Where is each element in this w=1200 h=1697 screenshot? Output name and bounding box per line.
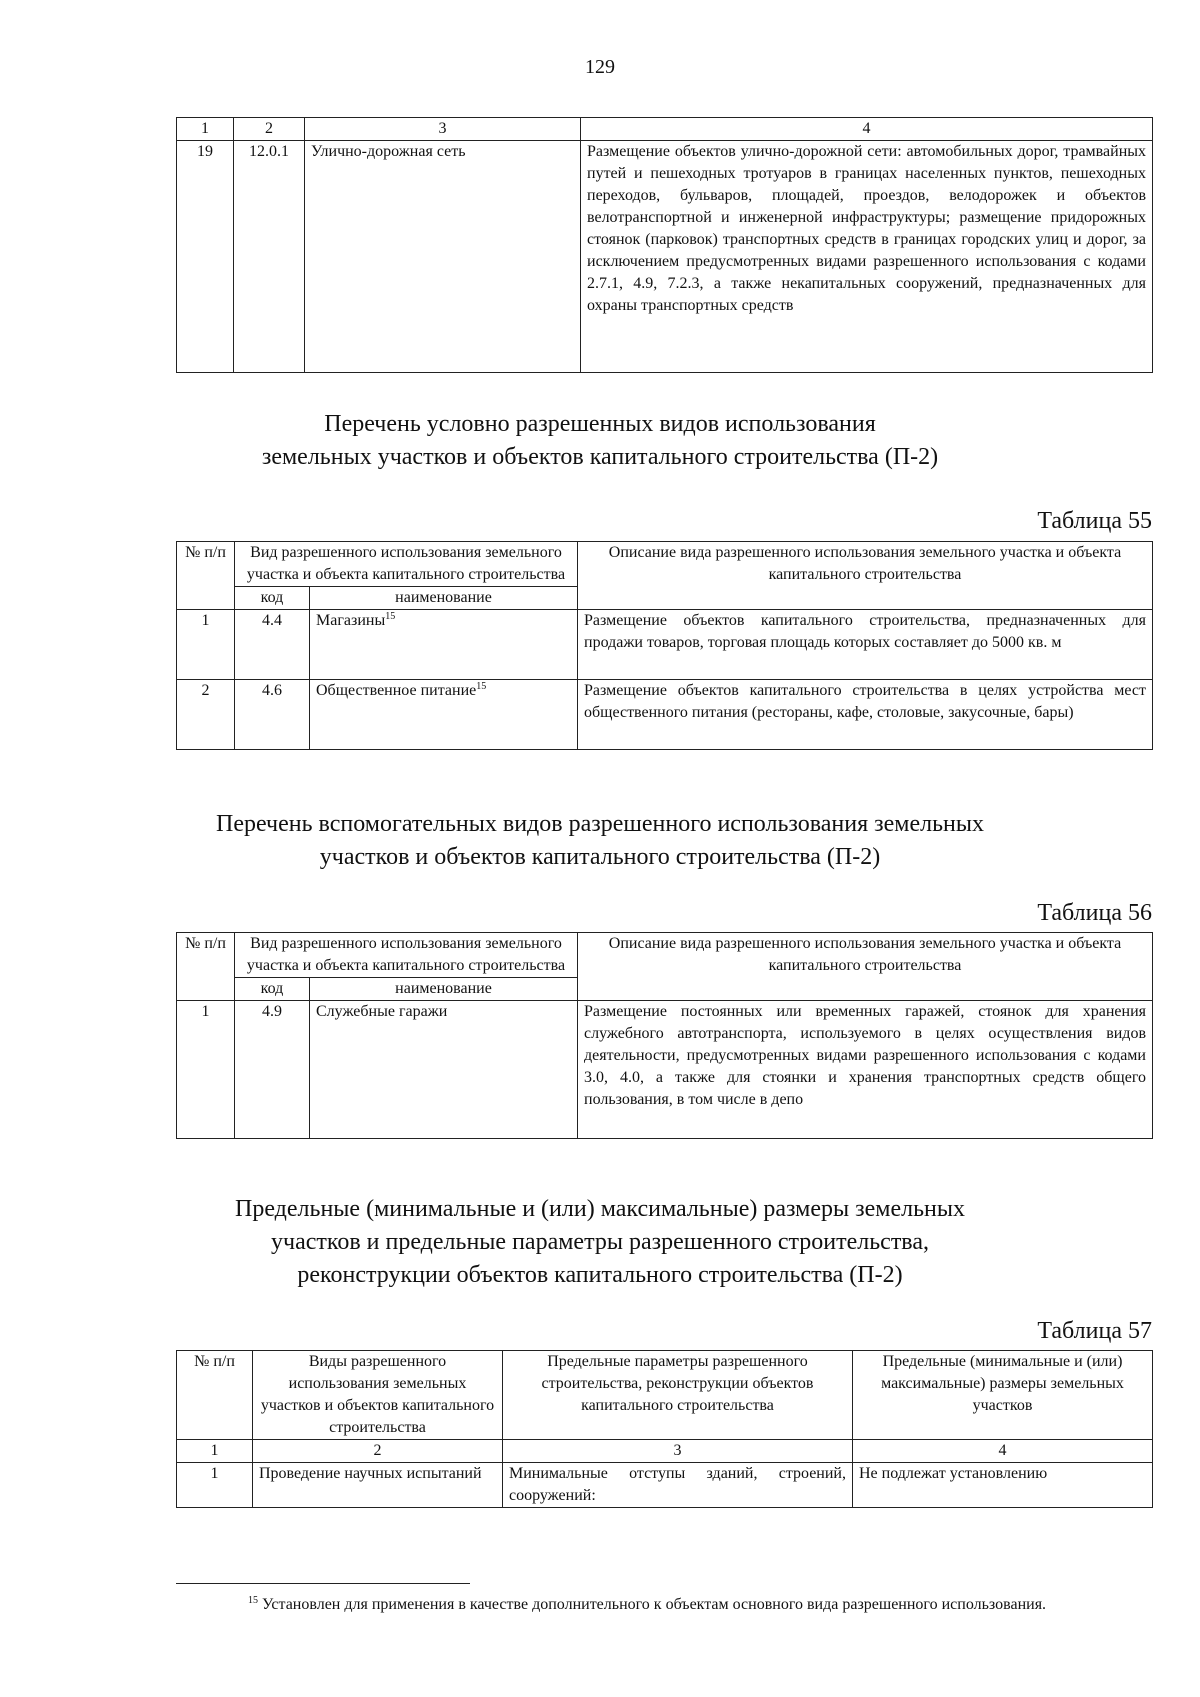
header-description: Описание вида разрешенного использования земельного участка и объекта капитального строительства [578,933,1153,1001]
row-code: 4.6 [235,680,310,750]
footnote [176,1593,1151,1617]
row-description: Размещение объектов капитального строительства, предназначенных для продажи товаров, торговая площадь которых составляет до 5000 кв. м [578,610,1153,680]
row-description: Размещение объектов капитального строительства в целях устройства мест общественного питания (рестораны, кафе, столовые, закусочные, бары) [578,680,1153,750]
col-number-3: 3 [503,1440,853,1463]
row-number: 19 [177,141,234,373]
col-number-4: 4 [853,1440,1153,1463]
section-heading-conditional [0,408,1200,474]
table-56 [176,932,1153,1139]
heading-line: Перечень условно разрешенных видов использования [324,411,876,437]
col-number-2: 2 [253,1440,503,1463]
row-number: 1 [177,1001,235,1139]
table-row [177,1001,1153,1139]
heading-line: земельных участков и объектов капитального строительства (П-2) [261,444,939,470]
heading-line: участков и объектов капитального строительства (П-2) [319,844,881,870]
row-number: 1 [177,1463,253,1508]
table-header-row [177,542,1153,587]
table-row [177,141,1153,373]
heading-line: Предельные (минимальные и (или) максимальные) размеры земельных [235,1196,965,1222]
row-vid: Проведение научных испытаний [253,1463,503,1508]
page-number: 129 [585,56,615,78]
table-57 [176,1350,1153,1508]
footnote-marker: 15 [248,1595,258,1606]
table-label-55: Таблица 55 [1037,508,1152,534]
header-num: № п/п [177,933,235,1001]
heading-line: Перечень вспомогательных видов разрешенного использования земельных [216,811,984,837]
col-header-3: 3 [305,118,581,141]
header-params: Предельные параметры разрешенного строительства, реконструкции объектов капитального строительства [503,1351,853,1440]
row-code: 4.4 [235,610,310,680]
col-header-2: 2 [234,118,305,141]
heading-line: участков и предельные параметры разрешенного строительства, [271,1229,929,1255]
table-row [177,1463,1153,1508]
row-name-text: Магазины [316,612,386,629]
heading-line: реконструкции объектов капитального строительства (П-2) [297,1262,903,1288]
row-name: Улично-дорожная сеть [305,141,581,373]
header-description: Описание вида разрешенного использования земельного участка и объекта капитального строительства [578,542,1153,610]
header-vid: Вид разрешенного использования земельного участка и объекта капитального строительства [235,542,578,587]
header-num: № п/п [177,542,235,610]
table-label-56: Таблица 56 [1037,900,1152,926]
row-name-text: Общественное питание [316,682,477,699]
footnote-ref: 15 [385,611,396,622]
row-description: Размещение объектов улично-дорожной сети: автомобильных дорог, трамвайных путей и пешеходных тротуаров в границах населенных пунктов, пешеходных переходов, бульваров, площадей, проездов, велодорожек и объектов велотранспортной и инженерной инфраструктуры; размещение придорожных стоянок (парковок) транспортных средств в границах городских улиц и дорог, за исключением предусмотренных видами разрешенного использования с кодами 2.7.1, 4.9, 7.2.3, а также некапитальных сооружений, предназначенных для охраны транспортных средств [581,141,1153,373]
table-label-57: Таблица 57 [1037,1318,1152,1344]
header-name: наименование [310,587,578,610]
row-code: 4.9 [235,1001,310,1139]
header-vid: Вид разрешенного использования земельного участка и объекта капитального строительства [235,933,578,978]
col-number-1: 1 [177,1440,253,1463]
footnote-separator [176,1583,470,1584]
footnote-text: Установлен для применения в качестве дополнительного к объектам основного вида разрешенного использования. [262,1596,1047,1613]
section-heading-auxiliary [0,808,1200,874]
section-heading-limits [0,1193,1200,1292]
table-row [177,610,1153,680]
row-name [310,680,578,750]
header-sizes: Предельные (минимальные и (или) максимальные) размеры земельных участков [853,1351,1153,1440]
row-name: Служебные гаражи [310,1001,578,1139]
header-num: № п/п [177,1351,253,1440]
col-header-4: 4 [581,118,1153,141]
row-params: Минимальные отступы зданий, строений, сооружений: [503,1463,853,1508]
row-description: Размещение постоянных или временных гаражей, стоянок для хранения служебного автотранспорта, используемого в целях осуществления видов деятельности, предусмотренных видами разрешенного использования с кодами 3.0, 4.0, а также для стоянки и хранения транспортных средств общего пользования, в том числе в депо [578,1001,1153,1139]
row-number: 1 [177,610,235,680]
footnote-ref: 15 [476,681,487,692]
table-header-row [177,118,1153,141]
table-header-row [177,933,1153,978]
table-header-row [177,1351,1153,1440]
row-code: 12.0.1 [234,141,305,373]
row-name [310,610,578,680]
header-vid: Виды разрешенного использования земельных участков и объектов капитального строительства [253,1351,503,1440]
col-header-1: 1 [177,118,234,141]
row-sizes: Не подлежат установлению [853,1463,1153,1508]
table-colnum-row [177,1440,1153,1463]
table-continuation [176,117,1153,373]
table-row [177,680,1153,750]
header-code: код [235,978,310,1001]
table-55 [176,541,1153,750]
header-code: код [235,587,310,610]
row-number: 2 [177,680,235,750]
header-name: наименование [310,978,578,1001]
